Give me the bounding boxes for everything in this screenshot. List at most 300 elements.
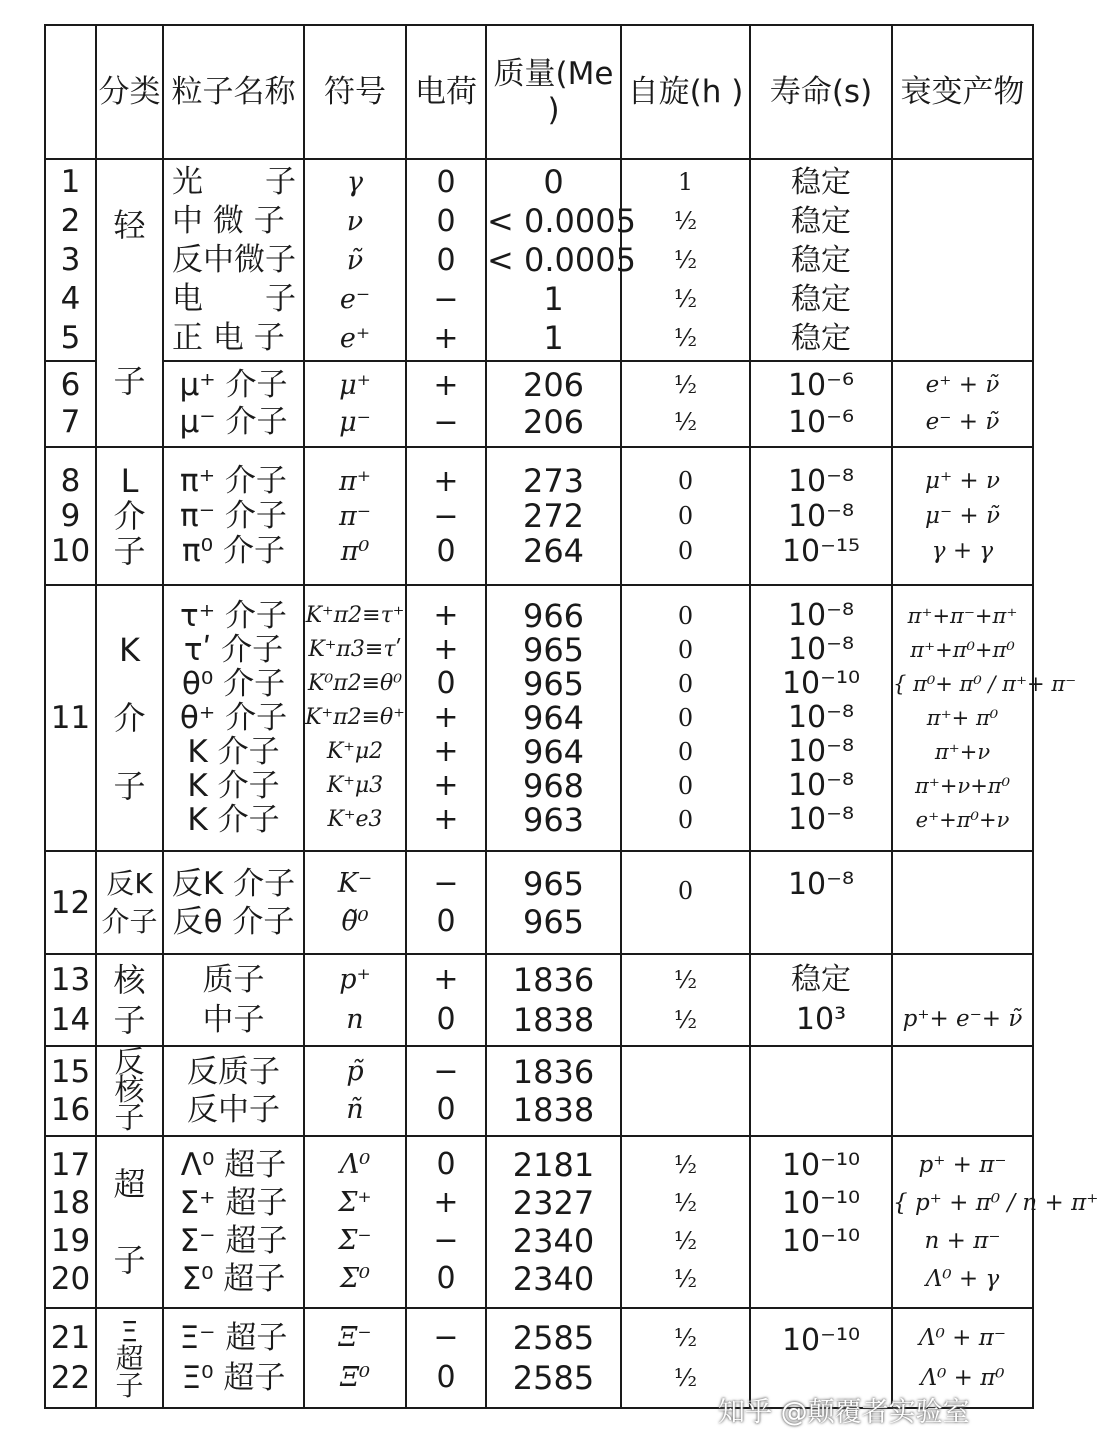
cell-line: 18 bbox=[50, 1185, 91, 1221]
decay-cell bbox=[892, 1046, 1033, 1136]
cell-line: 子 bbox=[113, 1001, 146, 1039]
mass-cell bbox=[486, 954, 621, 1046]
cell-line: 0 bbox=[436, 1002, 456, 1037]
cell-line: e⁻ + ν̃ bbox=[925, 409, 1000, 435]
table-row bbox=[45, 851, 1033, 954]
cell-line: 9 bbox=[60, 497, 81, 534]
mass-cell bbox=[486, 585, 621, 851]
cell-line: p⁺ + π⁻ bbox=[918, 1152, 1007, 1178]
cell-line: 自旋 bbox=[627, 74, 690, 110]
header-charge bbox=[406, 25, 486, 159]
cell-line bbox=[97, 245, 162, 284]
cell-line: p⁺+ e⁻+ ν̃ bbox=[902, 1006, 1023, 1032]
cell-line: 10⁻⁸ bbox=[787, 598, 855, 633]
table-row bbox=[45, 159, 1033, 361]
cell-line: K⁺π2≡θ⁺ bbox=[305, 705, 405, 730]
cell-line: π⁻ bbox=[339, 500, 371, 532]
spin-cell bbox=[621, 159, 750, 361]
charge-cell bbox=[406, 851, 486, 954]
cell-line: 1 bbox=[543, 279, 564, 318]
cell-line: − bbox=[433, 498, 459, 534]
cell-line: (Me ) bbox=[547, 56, 614, 128]
charge-cell bbox=[406, 585, 486, 851]
cell-line: ½ bbox=[673, 1227, 698, 1255]
cell-line bbox=[97, 323, 162, 362]
spin-cell bbox=[621, 954, 750, 1046]
cell-line: K⁺μ2 bbox=[326, 739, 384, 764]
particle-name-cell bbox=[163, 954, 304, 1046]
cell-line: 1838 bbox=[512, 1001, 595, 1039]
cell-line: 0 bbox=[436, 164, 456, 200]
table-row bbox=[45, 1136, 1033, 1308]
charge-cell bbox=[406, 447, 486, 585]
cell-line: 0 bbox=[436, 533, 456, 569]
cell-line: 质子 bbox=[202, 962, 265, 998]
cell-line: 10⁻⁸ bbox=[787, 498, 855, 534]
cell-line: K bbox=[119, 631, 140, 669]
cell-line: − bbox=[433, 1223, 459, 1258]
cell-line: ½ bbox=[673, 284, 698, 313]
cell-line: Λ⁰ + γ bbox=[925, 1266, 1000, 1292]
cell-line: L bbox=[120, 461, 139, 500]
cell-line: τ⁺ 介子 bbox=[180, 598, 287, 634]
cell-line: 稳定 bbox=[791, 164, 851, 200]
category-cell bbox=[96, 585, 163, 851]
cell-line: 0 bbox=[677, 772, 694, 800]
table-row bbox=[45, 585, 1033, 851]
cell-line: + bbox=[433, 734, 459, 769]
cell-line: 2 bbox=[60, 202, 81, 239]
cell-line: 0 bbox=[677, 501, 694, 530]
cell-line: 0 bbox=[436, 203, 456, 239]
cell-line: − bbox=[433, 1054, 459, 1089]
cell-line: 反 bbox=[114, 1045, 145, 1080]
header-particle-name bbox=[163, 25, 304, 159]
cell-line: 11 bbox=[50, 700, 91, 736]
category-cell bbox=[96, 159, 163, 447]
cell-line: Σ⁻ bbox=[338, 1225, 372, 1256]
particle-name-cell bbox=[163, 1136, 304, 1308]
particle-table bbox=[44, 24, 1098, 1409]
cell-line: 核 bbox=[114, 1073, 145, 1108]
cell-line: 子 bbox=[115, 1368, 144, 1402]
cell-line: 0 bbox=[677, 536, 694, 565]
mass-cell bbox=[486, 1136, 621, 1308]
lifetime-cell bbox=[750, 361, 892, 447]
decay-cell bbox=[892, 1136, 1098, 1308]
mass-cell bbox=[486, 159, 636, 361]
particle-name-cell bbox=[163, 447, 304, 585]
row-numbers bbox=[45, 585, 96, 851]
cell-line: + bbox=[433, 320, 459, 356]
cell-line: 名称 bbox=[233, 74, 296, 110]
cell-line bbox=[97, 667, 162, 701]
cell-line: π⁺+π⁰+π⁰ bbox=[910, 638, 1015, 662]
cell-line bbox=[622, 1072, 749, 1110]
cell-line: 子 bbox=[113, 1241, 146, 1279]
cell-line: 0 bbox=[436, 1092, 456, 1127]
header-lifetime bbox=[750, 25, 892, 159]
cell-line: 6 bbox=[60, 367, 81, 403]
cell-line: π⁺+ν+π⁰ bbox=[914, 774, 1011, 798]
cell-line: μ⁻ bbox=[339, 407, 371, 438]
cell-line bbox=[97, 284, 162, 323]
cell-line: 20 bbox=[50, 1261, 91, 1297]
cell-line: ½ bbox=[673, 245, 698, 274]
mass-cell bbox=[486, 1046, 621, 1136]
spin-cell bbox=[621, 585, 750, 851]
cell-line: θ̃⁰ bbox=[341, 905, 369, 937]
table-row bbox=[45, 447, 1033, 585]
cell-line: K⁺μ3 bbox=[326, 773, 384, 798]
charge-cell bbox=[406, 361, 486, 447]
cell-line: Λ⁰ bbox=[339, 1149, 371, 1180]
cell-line: 264 bbox=[522, 531, 585, 570]
cell-line: 子 bbox=[113, 361, 146, 400]
cell-line: 2327 bbox=[512, 1184, 595, 1222]
header-decay-products bbox=[892, 25, 1033, 159]
cell-line: π⁺ bbox=[339, 465, 371, 497]
cell-line: 3 bbox=[60, 241, 81, 278]
cell-line: n + π⁻ bbox=[924, 1228, 1001, 1254]
cell-line: μ⁻ 介子 bbox=[179, 404, 288, 440]
cell-line: Ξ bbox=[120, 1314, 139, 1348]
cell-line bbox=[893, 1072, 1032, 1110]
cell-line: ν bbox=[346, 205, 364, 237]
cell-line: π⁰ 介子 bbox=[182, 532, 285, 569]
cell-line: 4 bbox=[60, 280, 81, 317]
cell-line bbox=[893, 241, 1032, 280]
lifetime-cell bbox=[750, 954, 892, 1046]
cell-line: 10⁻⁸ bbox=[787, 802, 855, 837]
cell-line: 0 bbox=[677, 877, 694, 905]
particle-name-cell bbox=[163, 159, 304, 361]
decay-cell bbox=[892, 954, 1033, 1046]
cell-line: 10⁻⁸ bbox=[787, 867, 855, 902]
mass-cell bbox=[486, 361, 621, 447]
cell-line: 子 bbox=[113, 531, 146, 570]
row-numbers bbox=[45, 851, 96, 954]
cell-line: ν̃ bbox=[346, 244, 364, 276]
cell-line: < 0.0005 bbox=[487, 240, 636, 279]
cell-line: π⁺+π⁻+π⁺ bbox=[907, 604, 1018, 628]
cell-line: p⁺ bbox=[339, 964, 371, 995]
cell-line: 稳定 bbox=[791, 962, 851, 997]
lifetime-cell bbox=[750, 585, 892, 851]
cell-line: 0 bbox=[543, 162, 564, 201]
cell-line: 稳定 bbox=[791, 242, 851, 278]
cell-line: 273 bbox=[522, 461, 585, 500]
cell-line: 0 bbox=[436, 242, 456, 278]
cell-line bbox=[97, 735, 162, 769]
particle-name-cell bbox=[163, 585, 304, 851]
header-mass bbox=[486, 25, 621, 159]
cell-line: e⁺ + ν̃ bbox=[925, 372, 1000, 398]
cell-line: 0 bbox=[677, 466, 694, 495]
watermark: 知乎 @颠覆者实验室 bbox=[718, 1397, 970, 1428]
row-numbers bbox=[45, 1046, 96, 1136]
cell-line: Σ⁺ bbox=[338, 1187, 372, 1218]
cell-line: 10⁻⁸ bbox=[787, 768, 855, 803]
header-spin bbox=[621, 25, 750, 159]
cell-line: + bbox=[433, 802, 459, 837]
cell-line: 965 bbox=[522, 864, 585, 903]
lifetime-cell bbox=[750, 159, 892, 361]
category-cell bbox=[96, 1308, 163, 1408]
cell-line: 10 bbox=[50, 532, 91, 569]
cell-line: μ⁺ bbox=[339, 370, 371, 401]
cell-line: ½ bbox=[673, 371, 698, 399]
cell-line: + bbox=[433, 463, 459, 499]
decay-cell bbox=[892, 159, 1033, 361]
cell-line: 21 bbox=[50, 1320, 91, 1356]
cell-line: 10⁻¹⁵ bbox=[781, 533, 861, 569]
cell-line: 10⁻⁶ bbox=[787, 368, 855, 403]
cell-line: 轻 bbox=[113, 205, 146, 244]
cell-line: 10⁻⁸ bbox=[787, 463, 855, 499]
cell-line: 968 bbox=[522, 767, 585, 805]
spin-cell bbox=[621, 361, 750, 447]
cell-line: n bbox=[346, 1004, 364, 1035]
charge-cell bbox=[406, 954, 486, 1046]
cell-line: 206 bbox=[522, 366, 585, 404]
cell-line: π⁻ 介子 bbox=[180, 497, 287, 534]
cell-line: 反中子 bbox=[187, 1092, 280, 1128]
symbol-cell bbox=[304, 1046, 406, 1136]
cell-line: ½ bbox=[673, 206, 698, 235]
cell-line: 超 bbox=[115, 1341, 144, 1375]
cell-line: ½ bbox=[673, 323, 698, 352]
cell-line: 反质子 bbox=[187, 1054, 280, 1090]
cell-line: ½ bbox=[673, 1151, 698, 1179]
cell-line: 质量 bbox=[493, 56, 556, 92]
cell-line: 13 bbox=[50, 962, 91, 998]
cell-line: 2340 bbox=[512, 1222, 595, 1260]
cell-line: 10³ bbox=[795, 1002, 847, 1037]
cell-line: 介 bbox=[113, 699, 146, 737]
row-numbers bbox=[45, 159, 96, 361]
cell-line: 2181 bbox=[512, 1146, 595, 1184]
cell-line: 964 bbox=[522, 733, 585, 771]
cell-line: Σ⁰ 超子 bbox=[181, 1261, 286, 1297]
table-row bbox=[45, 361, 1033, 447]
cell-line: 964 bbox=[522, 699, 585, 737]
cell-line: 超 bbox=[113, 1165, 146, 1203]
cell-line: 1 bbox=[543, 318, 564, 357]
lifetime-cell bbox=[750, 447, 892, 585]
cell-line: Ξ⁻ 超子 bbox=[179, 1320, 288, 1356]
cell-line: 5 bbox=[60, 319, 81, 356]
cell-line: 965 bbox=[522, 631, 585, 669]
decay-cell bbox=[892, 585, 1077, 851]
cell-line: Ξ⁻ bbox=[338, 1322, 372, 1353]
cell-line: 22 bbox=[50, 1360, 91, 1396]
lifetime-cell bbox=[750, 851, 892, 954]
cell-line: 光 子 bbox=[172, 163, 296, 200]
cell-line: 反θ 介子 bbox=[172, 903, 295, 940]
cell-line: 0 bbox=[677, 704, 694, 732]
cell-line: + bbox=[433, 700, 459, 735]
cell-line: K⁺e3 bbox=[327, 807, 383, 832]
cell-line: 19 bbox=[50, 1223, 91, 1259]
cell-line: 16 bbox=[50, 1092, 91, 1128]
decay-cell bbox=[892, 361, 1033, 447]
lifetime-cell bbox=[750, 1136, 892, 1308]
cell-line: 1 bbox=[677, 167, 694, 196]
cell-line: 8 bbox=[60, 462, 81, 499]
cell-line: 0 bbox=[677, 806, 694, 834]
cell-line: 反中微子 bbox=[172, 241, 296, 278]
charge-cell bbox=[406, 1308, 486, 1408]
cell-line: + bbox=[433, 962, 459, 997]
cell-line: + bbox=[433, 1185, 459, 1220]
cell-line: π⁺+ π⁰ bbox=[926, 706, 999, 730]
cell-line: 206 bbox=[522, 403, 585, 441]
cell-line: 10⁻⁸ bbox=[787, 632, 855, 667]
cell-line: μ⁺ + ν bbox=[925, 467, 1000, 494]
category-cell bbox=[96, 851, 163, 954]
cell-line: 7 bbox=[60, 404, 81, 440]
header-category bbox=[96, 25, 163, 159]
cell-line: K⁺π2≡τ⁺ bbox=[305, 603, 405, 628]
cell-line: 14 bbox=[50, 1002, 91, 1038]
cell-line: Λ⁰ 超子 bbox=[180, 1147, 287, 1183]
cell-line: 衰变 bbox=[900, 74, 963, 110]
cell-line: 稳定 bbox=[791, 281, 851, 317]
mass-cell bbox=[486, 851, 621, 954]
charge-cell bbox=[406, 1046, 486, 1136]
cell-line: 2585 bbox=[512, 1359, 595, 1397]
cell-line: ½ bbox=[673, 1265, 698, 1293]
cell-line: 15 bbox=[50, 1054, 91, 1090]
cell-line: γ bbox=[346, 166, 364, 198]
cell-line: 反K 介子 bbox=[171, 865, 296, 902]
cell-line: K⁰π2≡θ⁰ bbox=[307, 671, 403, 696]
cell-line: + bbox=[433, 368, 459, 403]
cell-line: 寿命 bbox=[769, 74, 832, 110]
cell-line: 稳定 bbox=[791, 203, 851, 239]
cell-line: τʹ 介子 bbox=[183, 632, 284, 668]
cell-line: 965 bbox=[522, 902, 585, 941]
cell-line: 0 bbox=[677, 670, 694, 698]
cell-line: 1836 bbox=[512, 961, 595, 999]
particle-table-wrapper bbox=[44, 24, 1098, 1409]
cell-line: K⁺π3≡τʹ bbox=[308, 637, 402, 662]
cell-line: 10⁻¹⁰ bbox=[781, 1224, 861, 1259]
cell-line: ½ bbox=[673, 1006, 698, 1034]
cell-line: 核 bbox=[113, 961, 146, 999]
cell-line: 272 bbox=[522, 496, 585, 535]
symbol-cell bbox=[304, 585, 406, 851]
header-symbol bbox=[304, 25, 406, 159]
spin-cell bbox=[621, 851, 750, 954]
cell-line: K 介子 bbox=[187, 802, 280, 838]
row-numbers bbox=[45, 1136, 96, 1308]
cell-line: 0 bbox=[677, 636, 694, 664]
spin-cell bbox=[621, 1046, 750, 1136]
cell-line: 介 bbox=[113, 496, 146, 535]
cell-line: θ⁺ 介子 bbox=[179, 700, 288, 736]
cell-line: p̃ bbox=[346, 1056, 364, 1087]
cell-line: 10⁻¹⁰ bbox=[781, 1186, 861, 1221]
mass-cell bbox=[486, 447, 621, 585]
cell-line: + bbox=[433, 768, 459, 803]
cell-line: 0 bbox=[436, 903, 456, 939]
mass-cell bbox=[486, 1308, 621, 1408]
cell-line bbox=[893, 884, 1032, 922]
cell-line: 1838 bbox=[512, 1091, 595, 1129]
cell-line: 10⁻⁸ bbox=[787, 700, 855, 735]
cell-line: 965 bbox=[522, 665, 585, 703]
decay-cell bbox=[892, 851, 1033, 954]
cell-line: 10⁻¹⁰ bbox=[781, 1323, 861, 1358]
cell-line: 10⁻¹⁰ bbox=[781, 1148, 861, 1183]
cell-line: 10⁻⁸ bbox=[787, 734, 855, 769]
particle-name-cell bbox=[163, 1308, 304, 1408]
category-cell bbox=[96, 447, 163, 585]
cell-line: e⁺ bbox=[339, 322, 371, 354]
cell-line: 电荷 bbox=[415, 74, 477, 110]
cell-line: 963 bbox=[522, 801, 585, 839]
cell-line: Σ⁰ bbox=[340, 1263, 370, 1294]
cell-line: 1 bbox=[60, 163, 81, 200]
cell-line: ½ bbox=[673, 966, 698, 994]
symbol-cell bbox=[304, 954, 406, 1046]
cell-line: Λ⁰ + π⁰ bbox=[920, 1365, 1005, 1391]
cell-line: K 介子 bbox=[187, 734, 280, 770]
particle-name-cell bbox=[163, 1046, 304, 1136]
lifetime-cell bbox=[750, 1046, 892, 1136]
cell-line: 类 bbox=[129, 74, 161, 110]
cell-line: − bbox=[433, 281, 459, 317]
cell-line: (h ) bbox=[689, 74, 744, 110]
cell-line: + bbox=[433, 598, 459, 633]
cell-line: 0 bbox=[436, 1360, 456, 1395]
cell-line: + bbox=[433, 632, 459, 667]
cell-line: − bbox=[433, 1320, 459, 1355]
decay-cell bbox=[892, 447, 1033, 585]
cell-line: 电 子 bbox=[172, 280, 296, 317]
cell-line: ñ bbox=[346, 1094, 364, 1125]
cell-line: 产物 bbox=[962, 74, 1025, 110]
cell-line: 1836 bbox=[512, 1053, 595, 1091]
cell-line bbox=[97, 1203, 162, 1241]
cell-line: 0 bbox=[677, 738, 694, 766]
particle-name-cell bbox=[163, 361, 304, 447]
cell-line: 10⁻⁶ bbox=[787, 405, 855, 440]
row-numbers bbox=[45, 447, 96, 585]
cell-line: − bbox=[433, 865, 459, 901]
cell-line: e⁻ bbox=[339, 283, 371, 315]
charge-cell bbox=[406, 159, 486, 361]
cell-line: 粒子 bbox=[171, 74, 234, 110]
cell-line: K⁻ bbox=[337, 867, 373, 899]
cell-line: Σ⁺ 超子 bbox=[179, 1185, 288, 1221]
row-numbers bbox=[45, 954, 96, 1046]
cell-line: π⁺ 介子 bbox=[180, 462, 287, 499]
cell-line: < 0.0005 bbox=[487, 201, 636, 240]
header-row bbox=[45, 25, 1033, 159]
category-cell bbox=[96, 1046, 163, 1136]
spin-cell bbox=[621, 447, 750, 585]
spin-cell bbox=[621, 1136, 750, 1308]
cell-line: π⁰ bbox=[340, 535, 370, 567]
row-numbers bbox=[45, 1308, 96, 1408]
table-row bbox=[45, 954, 1033, 1046]
category-cell bbox=[96, 1136, 163, 1308]
cell-line: { π⁰+ π⁰ / π⁺+ π⁻ bbox=[893, 672, 1077, 696]
cell-line: 0 bbox=[436, 666, 456, 701]
